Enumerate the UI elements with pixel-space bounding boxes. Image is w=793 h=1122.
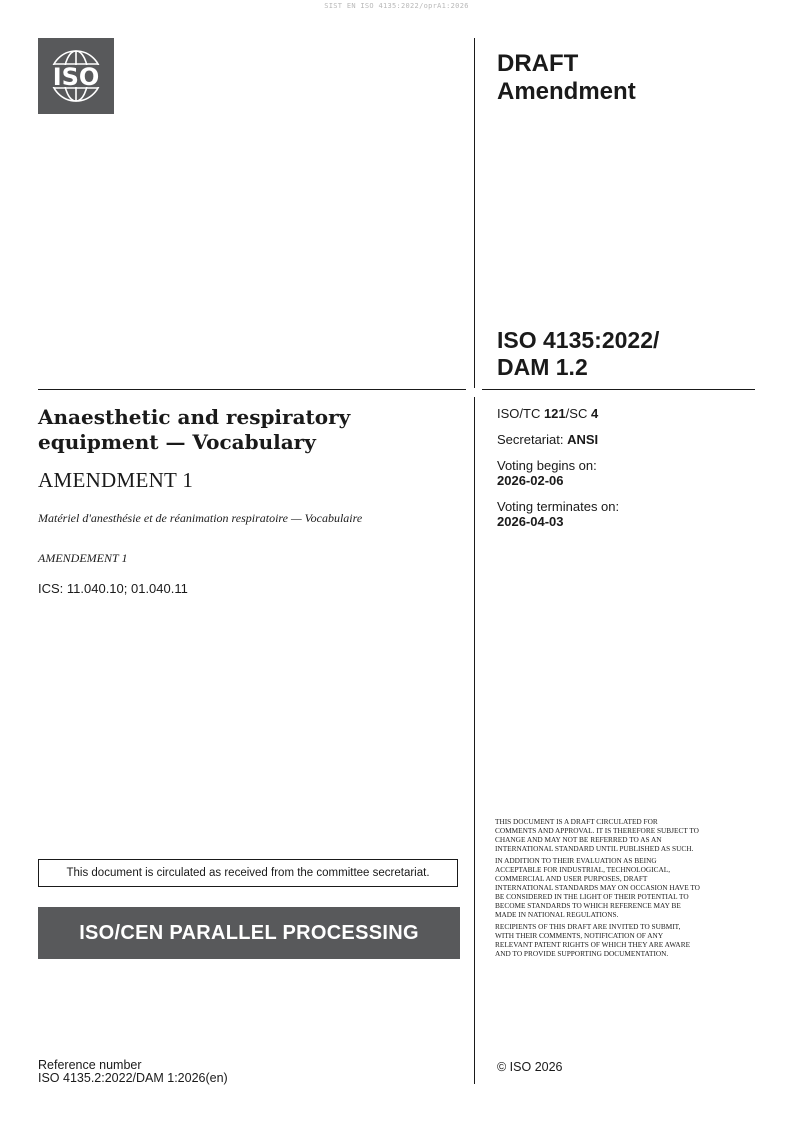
french-title: Matériel d'anesthésie et de réanimation respiratoire — Vocabulaire — [38, 511, 363, 525]
circulated-notice: This document is circulated as received from the committee secretariat. — [38, 859, 458, 887]
document-title: Anaesthetic and respiratory equipment — Vocabulary — [38, 405, 351, 454]
iso-logo — [38, 38, 114, 114]
secretariat-line — [497, 432, 619, 447]
amendment-title: AMENDMENT 1 — [38, 468, 194, 492]
voting-begins-date: 2026-02-06 — [497, 473, 564, 488]
sc-number: 4 — [590, 406, 599, 421]
amendment-label: Amendment — [497, 78, 636, 105]
voting-terminates-date: 2026-04-03 — [497, 514, 564, 529]
reference-number — [38, 1059, 228, 1085]
column-divider-bottom — [474, 397, 475, 1084]
french-amendment: AMENDEMENT 1 — [38, 551, 128, 565]
standard-number-line2: DAM 1.2 — [497, 354, 588, 380]
parallel-processing-banner: ISO/CEN PARALLEL PROCESSING — [38, 907, 460, 959]
secretariat-label: Secretariat: — [497, 432, 568, 447]
iso-logo-text: ISO — [52, 63, 100, 91]
watermark: SIST EN ISO 4135:2022/oprA1:2026 — [324, 2, 469, 10]
committee-info — [497, 406, 619, 540]
sc-prefix: /SC — [565, 406, 591, 421]
draft-label: DRAFT — [497, 50, 579, 77]
horizontal-rule-left — [38, 389, 466, 390]
standard-number-line1: ISO 4135:2022/ — [497, 327, 660, 353]
tc-prefix: ISO/TC — [497, 406, 544, 421]
voting-begins-label: Voting begins on: — [497, 458, 597, 473]
secretariat-value: ANSI — [567, 432, 599, 447]
reference-label: Reference number — [38, 1058, 142, 1072]
notice-paragraph-3: RECIPIENTS OF THIS DRAFT ARE INVITED TO SUBMIT, WITH THEIR COMMENTS, NOTIFICATION OF ANY RELEVANT PATENT RIGHTS OF WHICH THEY ARE AWARE AND TO PROVIDE SUPPORTING DOCUMENTATION. — [495, 922, 691, 958]
voting-begins — [497, 458, 619, 488]
reference-value: ISO 4135.2:2022/DAM 1:2026(en) — [38, 1071, 228, 1085]
voting-terminates — [497, 499, 619, 529]
draft-heading — [497, 50, 636, 106]
notice-paragraph-1: THIS DOCUMENT IS A DRAFT CIRCULATED FOR COMMENTS AND APPROVAL. IT IS THEREFORE SUBJECT TO CHANGE AND MAY NOT BE REFERRED TO AS AN INTERNATIONAL STANDARD UNTIL PUBLISHED AS SUCH. — [495, 817, 699, 853]
voting-terminates-label: Voting terminates on: — [497, 499, 620, 514]
iso-globe-icon — [38, 38, 114, 114]
ics-codes: ICS: 11.040.10; 01.040.11 — [38, 581, 188, 596]
draft-notice — [495, 817, 700, 961]
copyright: © ISO 2026 — [497, 1060, 563, 1074]
horizontal-rule-right — [482, 389, 755, 390]
committee-line — [497, 406, 619, 421]
column-divider-top — [474, 38, 475, 388]
notice-paragraph-2: IN ADDITION TO THEIR EVALUATION AS BEING ACCEPTABLE FOR INDUSTRIAL, TECHNOLOGICAL, COMMERCIAL AND USER PURPOSES, DRAFT INTERNATIONAL STANDARDS MAY ON OCCASION HAVE TO BE CONSIDERED IN THE LIGHT OF THEIR POTENTIAL TO BECOME STANDARDS TO WHICH REFERENCE MAY BE MADE IN NATIONAL REGULATIONS. — [495, 856, 700, 919]
tc-number: 121 — [543, 406, 566, 421]
standard-number — [497, 327, 659, 381]
